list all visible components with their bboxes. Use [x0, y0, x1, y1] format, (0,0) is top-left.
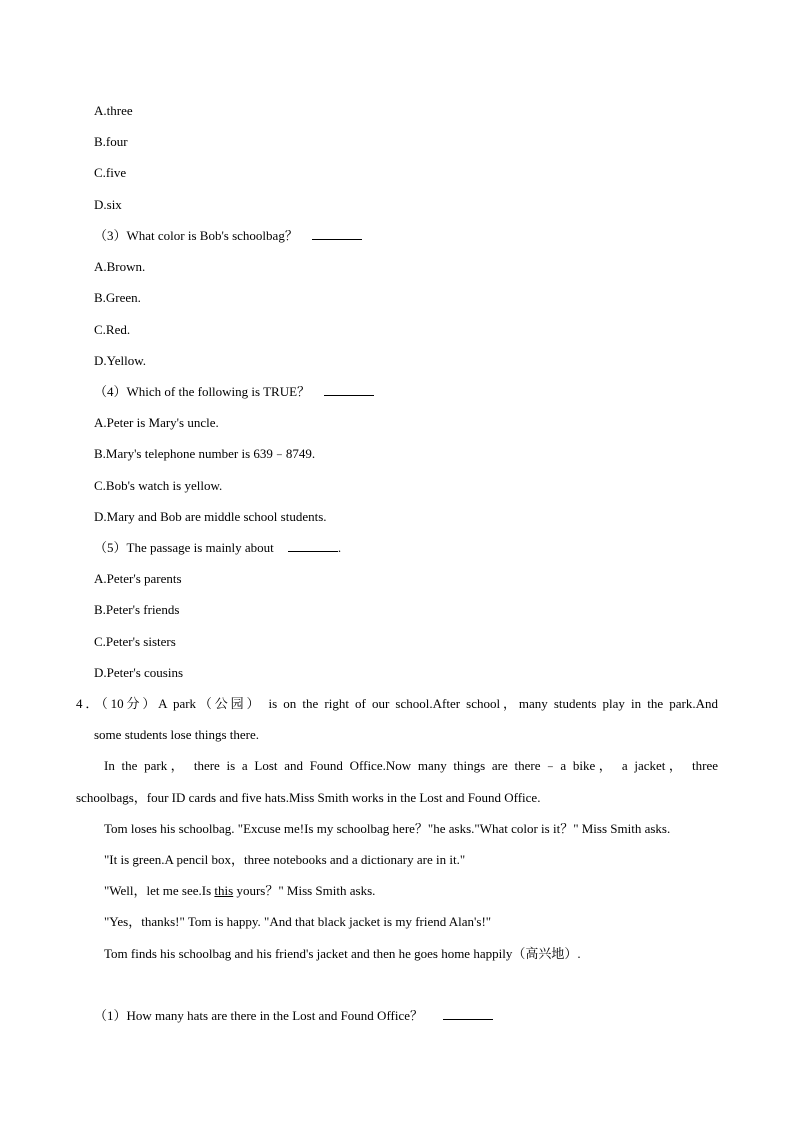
question-5-stem: （5）The passage is mainly about	[94, 540, 274, 555]
question-3-stem: （3）What color is Bob's schoolbag？	[94, 228, 298, 243]
option-d: D.Peter's cousins	[94, 665, 184, 680]
underlined-word: this	[214, 883, 234, 898]
option-a: A.Peter is Mary's uncle.	[94, 415, 219, 430]
answer-blank	[288, 540, 338, 552]
answer-blank	[443, 1008, 493, 1020]
option-c: C.Peter's sisters	[94, 634, 176, 649]
option-a: A.Peter's parents	[94, 571, 182, 586]
passage-line: some students lose things there.	[94, 727, 260, 742]
passage-text: yours？" Miss Smith asks.	[233, 883, 376, 898]
option-d: D.six	[94, 197, 122, 212]
question-5-tail: .	[337, 540, 342, 555]
option-a: A.three	[94, 103, 133, 118]
passage-paragraph-4: "It is green.A pencil box，three notebooks and a dictionary are in it."	[104, 852, 466, 867]
question-5	[94, 540, 341, 556]
option-b: B.Green.	[94, 290, 141, 305]
option-c: C.five	[94, 165, 127, 180]
option-b: B.Mary's telephone number is 639﹣8749.	[94, 446, 316, 461]
passage-text: "Well，let me see.Is	[104, 883, 215, 898]
question-4-stem: （4）Which of the following is TRUE？	[94, 384, 311, 399]
option-d: D.Mary and Bob are middle school students.	[94, 509, 327, 524]
sub-question-1-stem: （1）How many hats are there in the Lost and Found Office？	[94, 1008, 424, 1023]
option-d: D.Yellow.	[94, 353, 147, 368]
question-4	[94, 384, 374, 400]
passage-paragraph-7: Tom finds his schoolbag and his friend's jacket and then he goes home happily（高兴地）.	[104, 946, 581, 961]
option-b: B.four	[94, 134, 128, 149]
passage-paragraph-3: Tom loses his schoolbag. "Excuse me!Is my schoolbag here？"he asks."What color is it？" Miss Smith asks.	[104, 821, 671, 836]
passage-line: schoolbags，four ID cards and five hats.Miss Smith works in the Lost and Found Office.	[76, 790, 541, 805]
answer-blank	[312, 228, 362, 240]
passage-paragraph-2: In the park， there is a Lost and Found Office.Now many things are there﹣a bike， a jacket， three	[104, 758, 718, 773]
passage-paragraph-6: "Yes，thanks!" Tom is happy. "And that black jacket is my friend Alan's!"	[104, 914, 492, 929]
passage-paragraph-5	[104, 883, 375, 899]
answer-blank	[324, 384, 374, 396]
option-c: C.Bob's watch is yellow.	[94, 478, 223, 493]
section-4-heading: 4．（10分）A park（公园） is on the right of our school.After school，many students play in the park.And	[76, 696, 718, 711]
option-a: A.Brown.	[94, 259, 146, 274]
sub-question-1	[94, 1008, 493, 1024]
question-3	[94, 228, 362, 244]
option-c: C.Red.	[94, 322, 131, 337]
option-b: B.Peter's friends	[94, 602, 180, 617]
